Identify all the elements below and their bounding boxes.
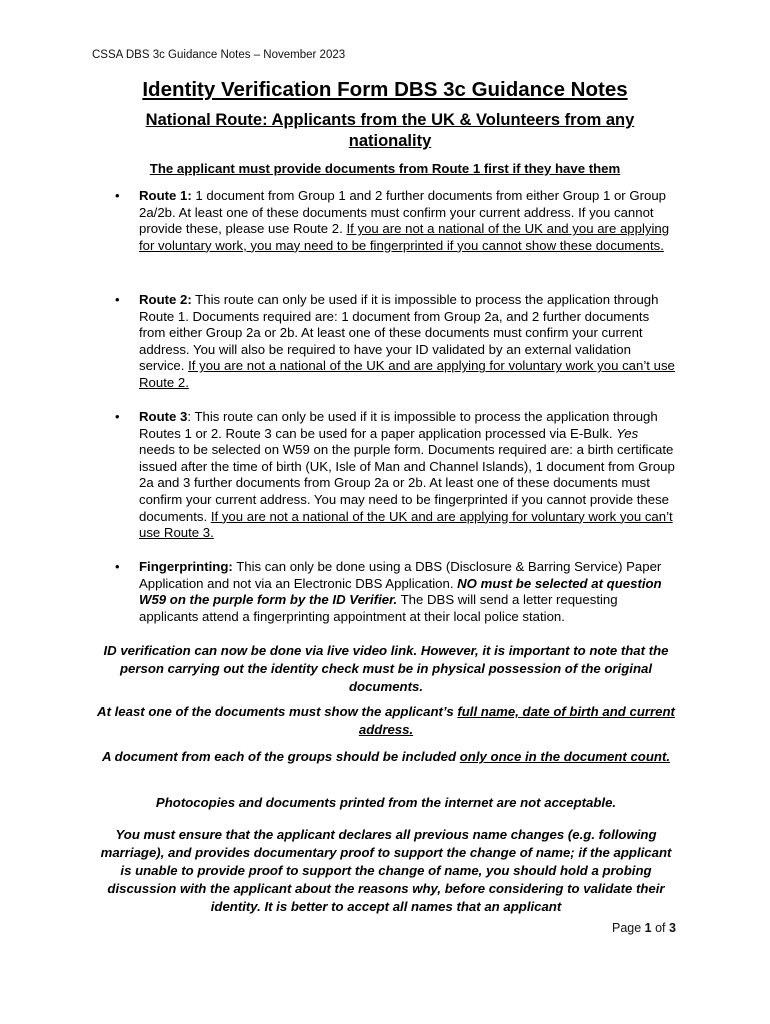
- route-3-text-a: : This route can only be used if it is impossible to process the application through Routes 1 or 2. Route 3 can be used for a paper application processed via E-Bulk.: [139, 409, 658, 441]
- fingerprinting-text-a: This can only be done using a DBS (Disclosure & Barring Service) Paper Application and not via an Electronic DBS Application.: [139, 559, 662, 591]
- group-count-note-text: A document from each of the groups should be included: [101, 749, 460, 764]
- group-count-note: [96, 748, 676, 766]
- fingerprinting-label: Fingerprinting:: [139, 559, 233, 574]
- route-2-underline: If you are not a national of the UK and are applying for voluntary work you can’t use Route 2.: [139, 358, 675, 390]
- page-word: Page: [612, 921, 645, 935]
- page-number: [612, 921, 676, 935]
- name-changes-note: You must ensure that the applicant declares all previous name changes (e.g. following marriage), and provides documentary proof to support the change of name; if the applicant is unable to provide proof to support the change of name, you should hold a probing discussion with the applicant about the reasons why, before considering to validate their identity. It is better to accept all names that an applicant: [100, 827, 672, 914]
- route-instruction: The applicant must provide documents from Route 1 first if they have them: [149, 161, 621, 176]
- page-subtitle: National Route: Applicants from the UK & Volunteers from any nationality: [145, 111, 635, 150]
- full-name-note: [96, 703, 676, 739]
- route-3-text-b: needs to be selected on W59 on the purple form. Documents required are: a birth certificate issued after the time of birth (UK, Isle of Man and Channel Islands), 1 document from Group 2a and 3 further documents from Group 2a or 2b. At least one of these documents must confirm your current address. You may need to be fingerprinted if you cannot provide these documents.: [139, 442, 675, 524]
- page-total: 3: [669, 921, 676, 935]
- route-1-text: 1 document from Group 1 and 2 further documents from either Group 1 or Group 2a/2b. At least one of these documents must confirm your current address. If you cannot provide these, please use Route 2.: [139, 188, 667, 237]
- route-3-italic: Yes: [616, 425, 639, 441]
- route-2-text: This route can only be used if it is impossible to process the application through Route 1. Documents required are: 1 document from Group 2a, and 2 further documents from either Group 2a or 2b. At least one of these documents must confirm your current address. You will also be required to have your ID validated by an external validation service.: [139, 292, 659, 374]
- fingerprinting-bold-italic: NO must be selected at question W59 on the purple form by the ID Verifier.: [139, 575, 662, 608]
- route-1-item: [139, 188, 675, 254]
- video-link-note: ID verification can now be done via live video link. However, it is important to note that the person carrying out the identity check must be in physical possession of the original documents.: [103, 643, 669, 694]
- running-header: CSSA DBS 3c Guidance Notes – November 2023: [92, 49, 346, 61]
- of-word: of: [651, 921, 669, 935]
- route-2-item: [139, 292, 675, 392]
- route-2-label: Route 2:: [139, 292, 192, 307]
- full-name-note-text: At least one of the documents must show the applicant’s: [97, 704, 458, 719]
- page-current: 1: [644, 921, 652, 935]
- route-3-underline: If you are not a national of the UK and are applying for voluntary work you can’t use Route 3.: [139, 508, 673, 541]
- fingerprinting-text-b: The DBS will send a letter requesting applicants attend a fingerprinting appointment at their local police station.: [139, 592, 618, 624]
- group-count-note-underline: only once in the document count.: [459, 749, 671, 764]
- route-3-item: [139, 409, 675, 542]
- route-1-label: Route 1:: [139, 188, 192, 203]
- full-name-note-underline: full name, date of birth and current address.: [358, 704, 675, 737]
- route-1-underline: If you are not a national of the UK and you are applying for voluntary work, you may need to be fingerprinted if you cannot show these documents.: [139, 221, 670, 253]
- route-3-label: Route 3: [139, 409, 188, 424]
- fingerprinting-item: [139, 559, 675, 625]
- page-title: Identity Verification Form DBS 3c Guidance Notes: [142, 78, 628, 101]
- photocopies-note: Photocopies and documents printed from the internet are not acceptable.: [155, 795, 617, 810]
